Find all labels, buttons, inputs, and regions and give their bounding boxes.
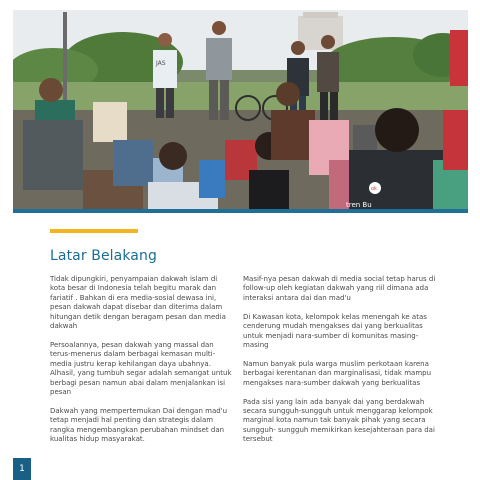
section-heading: Latar Belakang xyxy=(50,248,157,264)
left-column xyxy=(50,275,234,454)
paragraph: Tidak dipungkiri, penyampaian dakwah islam di kota besar di Indonesia telah begitu marak dan fariatif . Bahkan di era media-sosial dewasa ini, pesan dakwah dapat disebar dan diterima dalam hitungan detik dengan beragam pesan dan media dakwah xyxy=(50,275,226,331)
header-photo xyxy=(13,10,468,210)
paragraph: Pada sisi yang lain ada banyak dai yang berdakwah secara sungguh-sungguh untuk menggarap kelompok marginal kota namun tak banyak pihak yang secara sungguh- sungguh memikirkan kesejahteraan para dai tersebut xyxy=(243,397,435,444)
page-number: 1 xyxy=(13,458,31,480)
photo-bottom-rule xyxy=(13,209,468,213)
accent-bar xyxy=(50,229,138,233)
paragraph: Persoalannya, pesan dakwah yang massal dan terus-menerus dalam berbagai kemasan multi-media justru kerap kehilangan daya ubahnya. Alhasil, yang tumbuh segar adalah semangat untuk berbagi pesan namun abai dalam menjalankan isi pesan xyxy=(50,340,232,396)
shirt-text: tren Bu xyxy=(346,201,372,209)
svg-text:ok: ok xyxy=(371,186,377,192)
paragraph: Masif-nya pesan dakwah di media social tetap harus di follow-up oleh kegiatan dakwah yang riil dimana ada interaksi antara dai dan mad'u xyxy=(243,275,436,302)
paragraph: Namun banyak pula warga muslim perkotaan karena berbagai kerentanan dan marginalisasi, tidak mampu mengakses nara-sumber dakwah yang berkualitas xyxy=(243,359,432,387)
paragraph: Dakwah yang mempertemukan Dai dengan mad'u tetap menjadi hal penting dan strategis dalam rangka mengembangkan perubahan mindset dan kualitas hidup masyarakat. xyxy=(50,406,228,444)
paragraph: Di Kawasan kota, kelompok kelas menengah ke atas cenderung mudah mengakses dai yang berkualitas untuk menjadi nara-sumber di komunitas masing-masing xyxy=(243,312,427,349)
shirt-text: JAS xyxy=(156,60,166,67)
right-column xyxy=(243,275,438,454)
